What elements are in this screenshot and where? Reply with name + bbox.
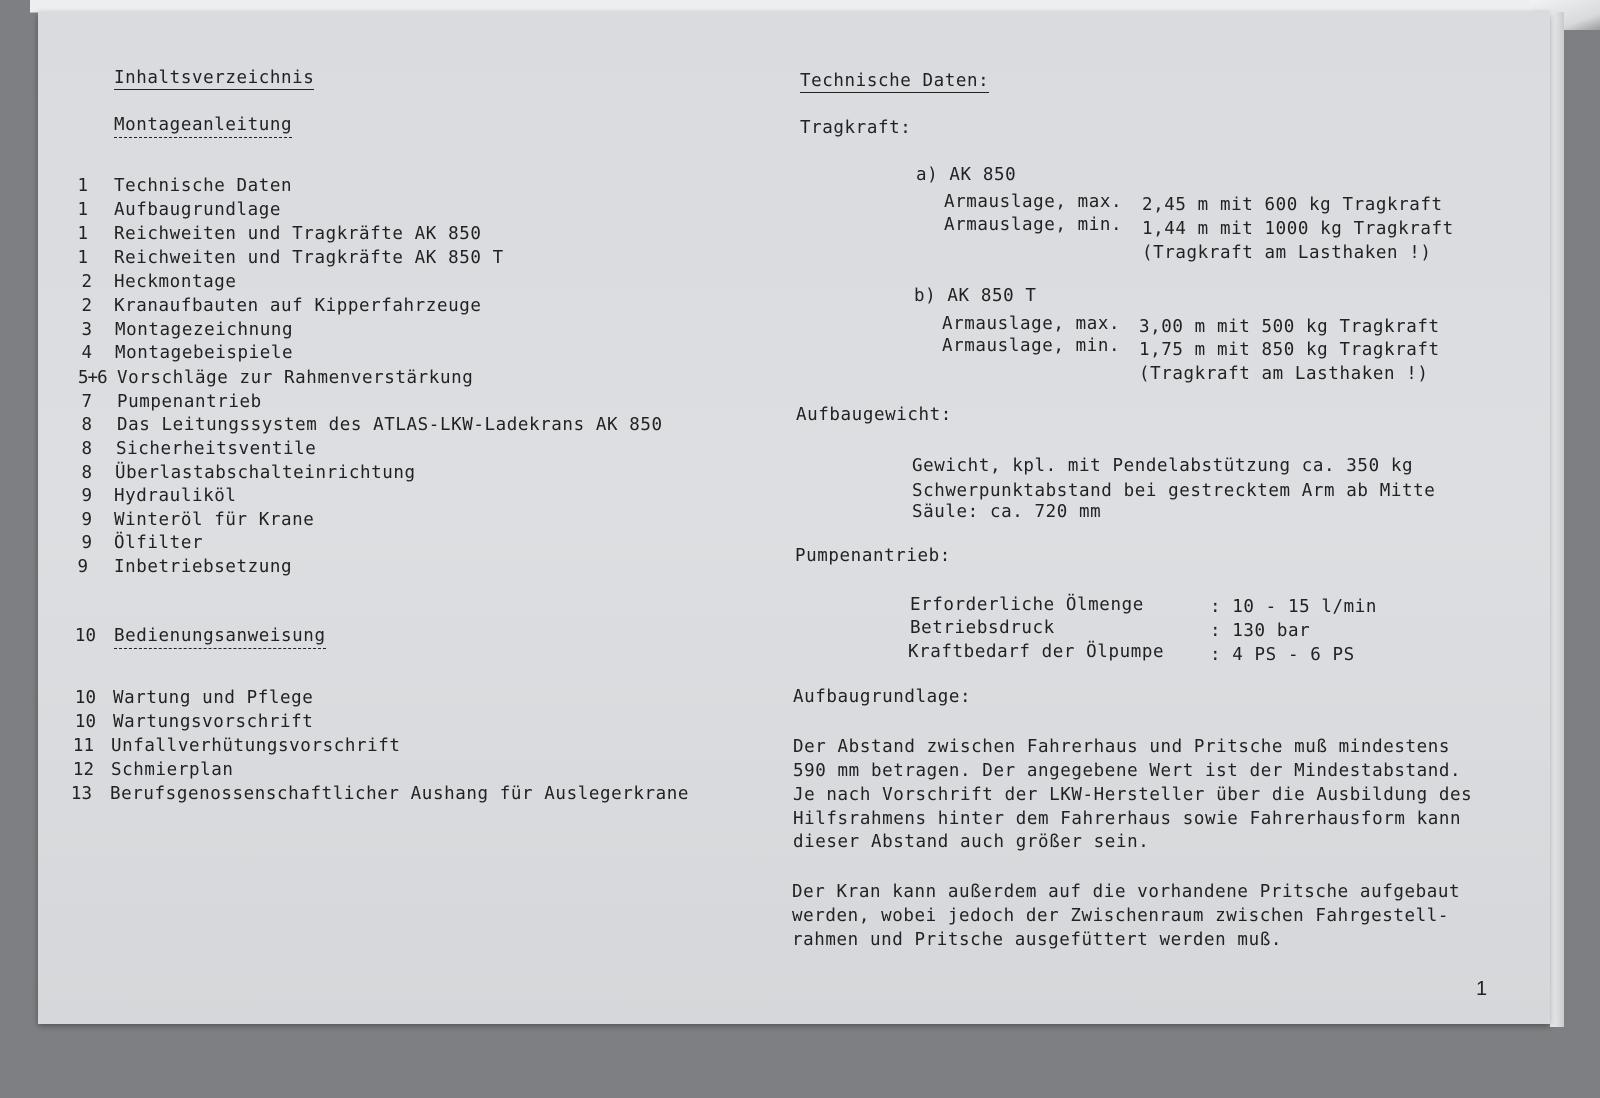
toc-title: Reichweiten und Tragkräfte AK 850 T [114,248,504,268]
gewicht-line: Säule: ca. 720 mm [912,502,1102,522]
pump-spec-label: Betriebsdruck [910,618,1055,638]
paragraph-line: Hilfsrahmens hinter dem Fahrerhaus sowie Fahrerhausform kann [793,809,1462,829]
aufbaugewicht-label: Aufbaugewicht: [796,405,952,425]
toc-title: Schmierplan [111,760,234,780]
aufbaugrundlage-label: Aufbaugrundlage: [793,687,972,707]
bedienung-heading: Bedienungsanweisung [114,626,326,649]
page-number: 1 [1476,978,1488,1000]
pumpenantrieb-label: Pumpenantrieb: [795,546,951,566]
pump-spec-value: : 10 - 15 l/min [1210,597,1378,617]
toc-page-number: 8 [81,439,92,459]
document-page [38,12,1550,1024]
ak850t-note: (Tragkraft am Lasthaken !) [1139,364,1429,384]
toc-title: Reichweiten und Tragkräfte AK 850 [114,224,482,244]
gewicht-line: Schwerpunktabstand bei gestrecktem Arm ab Mitte [912,481,1436,501]
toc-page-number: 11 [72,736,94,756]
toc-title: Kranaufbauten auf Kipperfahrzeuge [114,296,482,316]
toc-title: Montagebeispiele [115,343,294,363]
toc-title: Wartung und Pflege [113,688,314,708]
toc-page-number: 9 [81,486,92,506]
toc-title: Vorschläge zur Rahmenverstärkung [117,368,474,388]
toc-page-number: 10 [74,712,96,732]
paragraph-line: rahmen und Pritsche ausgefüttert werden muß. [792,930,1282,950]
toc-page-number: 10 [74,688,96,708]
pump-spec-value: : 4 PS - 6 PS [1210,645,1355,665]
pump-spec-value: : 130 bar [1210,621,1311,641]
ak850-label: a) AK 850 [916,165,1017,185]
toc-page-number: 4 [81,343,92,363]
ak850t-max-label: Armauslage, max. [942,314,1121,334]
toc-title: Montagezeichnung [115,320,294,340]
ak850-max-label: Armauslage, max. [944,192,1123,212]
toc-page-number: 9 [81,510,92,530]
toc-title: Sicherheitsventile [116,439,317,459]
toc-page-number: 10 [74,626,96,646]
toc-page-number: 12 [72,760,94,780]
page-right-edge [1550,12,1564,1027]
tragkraft-label: Tragkraft: [800,118,912,138]
toc-page-number: 9 [77,557,88,577]
ak850t-max-value: 3,00 m mit 500 kg Tragkraft [1139,317,1440,337]
toc-page-number: 1 [77,224,88,244]
toc-title: Ölfilter [114,533,204,553]
toc-page-number: 9 [81,533,92,553]
paragraph-line: Der Abstand zwischen Fahrerhaus und Pritsche muß mindestens [793,737,1451,757]
toc-page-number: 1 [77,200,88,220]
toc-page-number: 1 [77,248,88,268]
ak850t-min-label: Armauslage, min. [942,336,1121,356]
ak850-max-value: 2,45 m mit 600 kg Tragkraft [1142,195,1443,215]
montage-heading: Montageanleitung [114,115,292,138]
ak850t-min-value: 1,75 m mit 850 kg Tragkraft [1139,340,1440,360]
ak850t-label: b) AK 850 T [914,286,1037,306]
toc-title: Pumpenantrieb [117,392,262,412]
paragraph-line: 590 mm betragen. Der angegebene Wert ist der Mindestabstand. [793,761,1462,781]
paragraph-line: Je nach Vorschrift der LKW-Hersteller über die Ausbildung des [793,785,1473,805]
toc-title: Das Leitungssystem des ATLAS-LKW-Ladekrans AK 850 [117,415,663,435]
ak850-min-value: 1,44 m mit 1000 kg Tragkraft [1142,219,1454,239]
tech-data-heading: Technische Daten: [800,71,990,91]
paragraph-line: dieser Abstand auch größer sein. [793,832,1150,852]
ak850-min-label: Armauslage, min. [944,215,1123,235]
toc-page-number: 2 [81,272,92,292]
toc-page-number: 8 [81,463,92,483]
toc-title: Wartungsvorschrift [113,712,314,732]
pump-spec-label: Kraftbedarf der Ölpumpe [908,642,1165,662]
toc-heading: Inhaltsverzeichnis [114,68,315,88]
ak850-note: (Tragkraft am Lasthaken !) [1142,243,1432,263]
toc-title: Technische Daten [114,176,293,196]
toc-page-number: 13 [70,784,92,804]
paragraph-line: Der Kran kann außerdem auf die vorhandene Pritsche aufgebaut [792,882,1461,902]
toc-page-number: 1 [77,176,88,196]
toc-title: Unfallverhütungsvorschrift [111,736,401,756]
toc-title: Inbetriebsetzung [114,557,293,577]
toc-title: Berufsgenossenschaftlicher Aushang für Auslegerkrane [110,784,690,804]
toc-title: Hydrauliköl [114,486,237,506]
toc-page-number: 8 [81,415,92,435]
toc-page-number: 5+6 [78,368,107,388]
toc-title: Winteröl für Krane [114,510,315,530]
paragraph-line: werden, wobei jedoch der Zwischenraum zwischen Fahrgestell- [792,906,1450,926]
pump-spec-label: Erforderliche Ölmenge [910,595,1144,615]
toc-title: Heckmontage [114,272,237,292]
toc-title: Überlastabschalteinrichtung [115,463,416,483]
gewicht-line: Gewicht, kpl. mit Pendelabstützung ca. 350 kg [912,456,1414,476]
toc-page-number: 7 [81,392,92,412]
toc-page-number: 3 [81,320,92,340]
toc-title: Aufbaugrundlage [114,200,282,220]
toc-page-number: 2 [81,296,92,316]
